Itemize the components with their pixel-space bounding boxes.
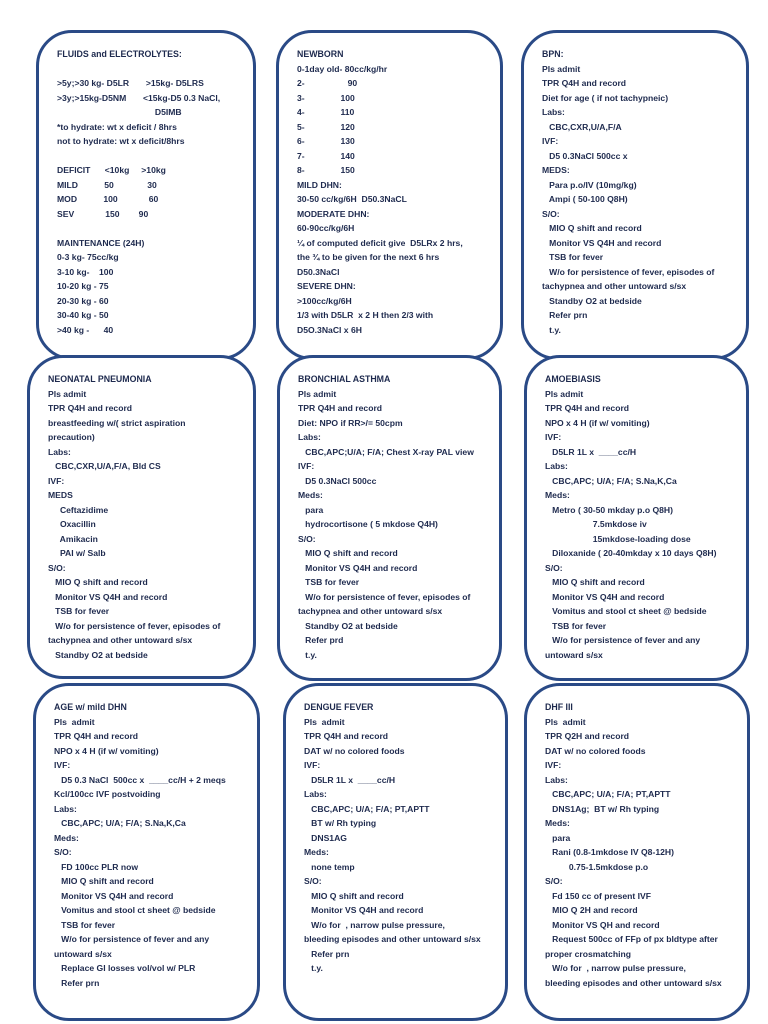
card-line: Replace GI losses vol/vol w/ PLR [54,963,196,973]
card-line: Meds: [545,818,570,828]
card-line: W/o for persistence of fever and any [545,635,701,645]
card-line: 7.5mkdose iv [545,519,647,529]
card-line: Para p.o/IV (10mg/kg) [542,179,637,190]
card-line: 3-10 kg- 100 [57,266,114,277]
card-line: MIO Q shift and record [542,223,642,233]
card-line: Refer prd [298,635,344,645]
card-line: the ¾ to be given for the next 6 hrs [297,252,440,262]
card-line: IVF: [542,136,559,146]
card-newborn [276,30,503,360]
card-line: Pls admit [545,716,586,727]
card-line: MIO Q shift and record [545,577,645,587]
card-line: t.y. [542,324,561,335]
card-line: IVF: [54,760,71,770]
card-title: NEWBORN [297,49,344,59]
card-line: Labs: [545,774,568,785]
card-line: CBC,APC; U/A; F/A; S.Na,K,Ca [54,818,186,828]
card-line: SEVERE DHN: [297,281,356,291]
card-line: Pls admit [54,716,95,727]
card-line: Vomitus and stool ct sheet @ bedside [545,606,707,616]
card-line: Oxacillin [48,519,96,529]
card-line: 0-1day old- 80cc/kg/hr [297,63,388,74]
card-line: Meds: [54,832,79,843]
card-line: S/O: [48,562,66,573]
card-line: Labs: [545,461,568,471]
card-line: Standby O2 at bedside [542,295,642,306]
card-line: Diet: NPO if RR>/= 50cpm [298,417,403,428]
card-line: TPR Q4H and record [298,403,383,413]
card-title: BPN: [542,49,564,59]
card-line: Labs: [298,432,321,442]
card-fluids-electrolytes [36,30,256,360]
card-line: D5 0.3 NaCl 500cc x ____cc/H + 2 meqs [54,774,226,785]
card-line: W/o for , narrow pulse pressure, [545,963,686,973]
card-line: Standby O2 at bedside [48,649,148,660]
card-line: Monitor VS Q4H and record [54,890,174,901]
card-line: 3- 100 [297,92,355,103]
card-line: TPR Q4H and record [54,731,139,741]
card-line: NPO x 4 H (if w/ vomiting) [54,745,159,756]
card-line: DNS1Ag; BT w/ Rh typing [545,803,660,814]
card-dhf-iii [524,683,750,1021]
card-line: Kcl/100cc IVF postvoiding [54,789,161,799]
card-line: >100cc/kg/6H [297,295,352,306]
card-line: NPO x 4 H (if w/ vomiting) [545,417,650,428]
card-line: Ampi ( 50-100 Q8H) [542,194,628,204]
card-line: Standby O2 at bedside [298,620,398,631]
card-line: Request 500cc of FFp of px bldtype after [545,934,718,944]
card-line: Refer prn [54,977,100,988]
card-line: Monitor VS Q4H and record [545,591,665,602]
card-line: CBC,APC; U/A; F/A; PT,APTT [304,803,430,814]
card-line: CBC,APC;U/A; F/A; Chest X-ray PAL view [298,446,474,457]
card-line: TPR Q4H and record [304,731,389,741]
card-line: CBC,APC; U/A; F/A; PT,APTT [545,789,671,799]
card-line: proper crosmatching [545,948,631,959]
card-line: TSB for fever [54,919,116,930]
card-title: BRONCHIAL ASTHMA [298,374,391,384]
card-line: Fd 150 cc of present IVF [545,890,652,901]
card-line: para [545,832,571,843]
card-line: tachypnea and other untoward s/sx [542,281,687,291]
card-line: Amikacin [48,533,98,544]
card-line: MEDS: [542,165,570,175]
card-line: Labs: [542,107,565,117]
card-line: FD 100cc PLR now [54,861,139,872]
card-line: PAI w/ Salb [48,548,106,558]
card-line: Meds: [298,490,323,500]
card-line: MILD DHN: [297,179,342,190]
card-line: DNS1AG [304,832,347,843]
card-line: Monitor VS Q4H and record [542,237,662,248]
card-line: MAINTENANCE (24H) [57,237,145,248]
card-line: D5 0.3NaCl 500cc [298,475,377,486]
card-line: TPR Q4H and record [48,403,133,413]
card-line: Rani (0.8-1mkdose IV Q8-12H) [545,847,674,857]
card-age-mild-dhn [33,683,260,1021]
card-line: CBC,CXR,U/A,F/A [542,121,622,132]
card-bpn [521,30,749,360]
card-line: W/o for persistence of fever, episodes of [542,266,715,277]
card-line: D5IMB [57,107,182,117]
card-line: 1/3 with D5LR x 2 H then 2/3 with [297,310,434,320]
card-line [57,221,241,236]
card-line: W/o for persistence of fever, episodes of [298,591,471,602]
card-line: MODERATE DHN: [297,208,370,219]
card-line: MEDS [48,490,73,500]
card-line: none temp [304,861,355,872]
card-line: Meds: [304,847,329,857]
card-line: precaution) [48,432,95,442]
card-line: MIO Q 2H and record [545,905,638,915]
card-line: para [298,504,324,515]
card-line: TSB for fever [48,606,110,616]
card-line: 15mkdose-loading dose [545,533,691,544]
card-bronchial-asthma [277,355,502,681]
card-title: DHF III [545,702,573,712]
card-title: AGE w/ mild DHN [54,702,127,712]
card-line: Monitor VS QH and record [545,919,660,930]
card-line: Monitor VS Q4H and record [48,591,168,602]
card-line: Pls admit [298,388,337,399]
card-line: *to hydrate: wt x deficit / 8hrs [57,121,177,132]
card-line: Diloxanide ( 20-40mkday x 10 days Q8H) [545,548,717,558]
card-line: CBC,CXR,U/A,F/A, Bld CS [48,461,161,471]
card-line: >40 kg - 40 [57,324,114,335]
card-line: DAT w/ no colored foods [545,745,646,756]
card-line: untoward s/sx [54,948,112,959]
card-line: TSB for fever [545,620,607,631]
card-line: IVF: [298,461,315,471]
card-line: D5O.3NaCl x 6H [297,324,362,335]
card-line: MIO Q shift and record [54,876,154,886]
card-title: DENGUE FEVER [304,702,374,712]
card-line: 60-90cc/kg/6H [297,223,355,233]
card-line: 7- 140 [297,150,355,161]
card-line: S/O: [545,562,563,573]
card-line: Labs: [48,446,71,457]
card-line: Metro ( 30-50 mkday p.o Q8H) [545,504,673,515]
card-line: D5LR 1L x ____cc/H [304,774,396,785]
card-line: IVF: [545,760,562,770]
card-line: bleeding episodes and other untoward s/sx [545,977,722,988]
card-line: MIO Q shift and record [304,890,404,901]
card-line: Ceftazidime [48,504,109,515]
card-line: TSB for fever [298,577,360,587]
card-line: tachypnea and other untoward s/sx [298,606,443,616]
card-line: 4- 110 [297,107,355,117]
card-line: 0.75-1.5mkdose p.o [545,861,649,872]
card-line: S/O: [298,533,316,544]
card-line: D5LR 1L x ____cc/H [545,446,637,457]
card-line: Pls admit [304,716,345,727]
card-dengue-fever [283,683,508,1021]
card-line: Refer prn [542,310,588,320]
card-line: TPR Q2H and record [545,731,630,741]
card-line: breastfeeding w/( strict aspiration [48,417,186,428]
card-line [57,62,241,77]
card-line: 8- 150 [297,165,355,175]
card-line: Monitor VS Q4H and record [304,905,424,915]
card-line: 5- 120 [297,121,355,132]
card-line: not to hydrate: wt x deficit/8hrs [57,136,185,146]
card-line: Labs: [304,789,327,799]
card-line: IVF: [304,760,321,770]
card-line: untoward s/sx [545,649,603,660]
card-line: D5 0.3NaCl 500cc x [542,150,628,161]
card-line: t.y. [298,649,317,660]
card-line: Meds: [545,490,570,500]
card-line: 0-3 kg- 75cc/kg [57,252,119,262]
card-line: W/o for persistence of fever and any [54,934,210,944]
card-line: S/O: [545,876,563,886]
card-line: >5y;>30 kg- D5LR >15kg- D5LRS [57,78,204,88]
card-line: D50.3NaCl [297,266,340,277]
card-line: IVF: [545,432,562,442]
card-line: Pls admit [48,388,87,399]
card-line: Monitor VS Q4H and record [298,562,418,573]
card-line: Vomitus and stool ct sheet @ bedside [54,905,216,915]
card-line: CBC,APC; U/A; F/A; S.Na,K,Ca [545,475,677,486]
card-title: AMOEBIASIS [545,374,601,384]
card-title: FLUIDS and ELECTROLYTES: [57,49,182,59]
card-line: 30-50 cc/kg/6H D50.3NaCL [297,194,407,204]
card-line: MIO Q shift and record [298,548,398,558]
card-line: DEFICIT <10kg >10kg [57,165,166,175]
card-line: 20-30 kg - 60 [57,295,109,306]
card-line: Refer prn [304,948,350,959]
card-line: W/o for , narrow pulse pressure, [304,919,445,930]
card-line: TPR Q4H and record [542,78,627,88]
card-line: 6- 130 [297,136,355,146]
card-line: ¼ of computed deficit give D5LRx 2 hrs, [297,237,463,248]
card-line: BT w/ Rh typing [304,818,377,828]
card-line: W/o for persistence of fever, episodes of [48,620,221,631]
card-line: TSB for fever [542,252,604,262]
card-line: Diet for age ( if not tachypneic) [542,92,669,103]
card-line: 10-20 kg - 75 [57,281,109,291]
card-line: DAT w/ no colored foods [304,745,405,756]
card-title: NEONATAL PNEUMONIA [48,374,152,384]
card-line: S/O: [304,876,322,886]
card-line: S/O: [54,847,72,857]
card-amoebiasis [524,355,749,681]
card-line: tachypnea and other untoward s/sx [48,635,193,645]
card-line: Pls admit [545,388,584,399]
card-line: IVF: [48,475,65,486]
card-line: SEV 150 90 [57,208,149,219]
card-line: Labs: [54,803,77,814]
card-line: >3y;>15kg-D5NM <15kg-D5 0.3 NaCl, [57,92,221,103]
card-line [57,149,241,164]
card-line: 2- 90 [297,78,358,88]
card-line: MIO Q shift and record [48,577,148,587]
card-line: Pls admit [542,63,581,74]
card-line: 30-40 kg - 50 [57,310,109,320]
card-line: t.y. [304,963,323,973]
card-line: hydrocortisone ( 5 mkdose Q4H) [298,519,438,529]
card-line: TPR Q4H and record [545,403,630,413]
card-neonatal-pneumonia [27,355,256,679]
card-line: bleeding episodes and other untoward s/sx [304,934,481,944]
card-line: MILD 50 30 [57,179,157,190]
card-line: MOD 100 60 [57,194,159,204]
card-line: S/O: [542,208,560,219]
